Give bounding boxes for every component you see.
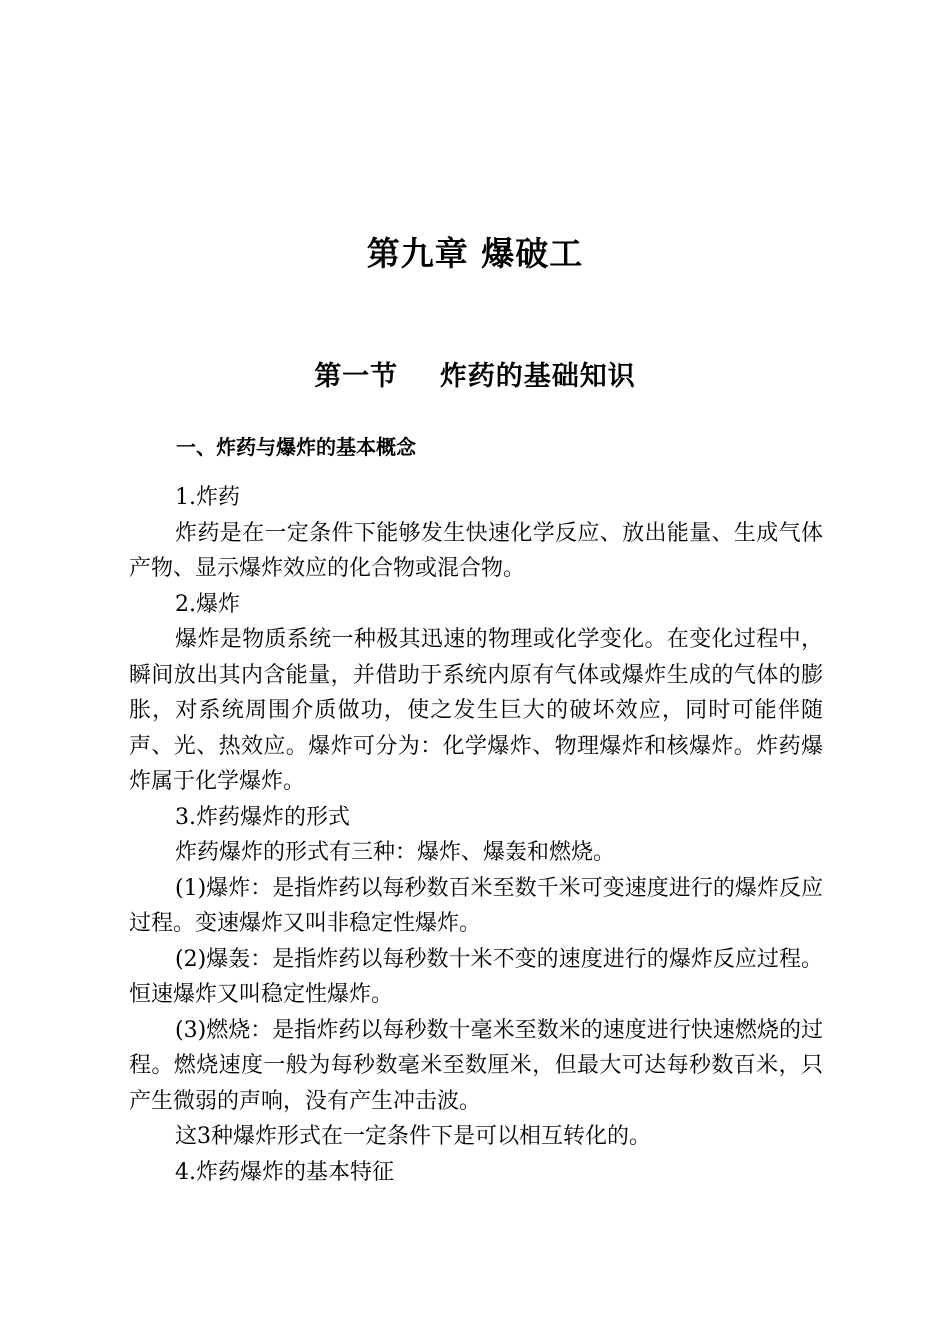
item-heading-1: 1.炸药 bbox=[175, 485, 240, 510]
paragraph: 爆炸是物质系统一种极其迅速的物理或化学变化。在变化过程中，瞬间放出其内含能量，并借助于系统内原有气体或爆炸生成的气体的膨胀，对系统周围介质做功，使之发生巨大的破坏效应，同时可能伴随声、光、热效应。爆炸可分为：化学爆炸、物理爆炸和核爆炸。炸药爆炸属于化学爆炸。 bbox=[129, 627, 823, 794]
paragraph: (3)燃烧：是指炸药以每秒数十毫米至数米的速度进行快速燃烧的过程。燃烧速度一般为每秒数毫米至数厘米，但最大可达每秒数百米，只产生微弱的声响，没有产生冲击波。 bbox=[129, 1017, 823, 1114]
chapter-title: 第九章 爆破工 bbox=[366, 234, 584, 273]
paragraph: (1)爆炸：是指炸药以每秒数百米至数千米可变速度进行的爆炸反应过程。变速爆炸又叫非稳定性爆炸。 bbox=[129, 875, 823, 936]
item-heading-2: 2.爆炸 bbox=[175, 591, 240, 617]
paragraph: (2)爆轰：是指炸药以每秒数十米不变的速度进行的爆炸反应过程。恒速爆炸又叫稳定性爆炸。 bbox=[129, 946, 823, 1007]
subheading: 一、炸药与爆炸的基本概念 bbox=[176, 435, 416, 459]
paragraph: 炸药爆炸的形式有三种：爆炸、爆轰和燃烧。 bbox=[175, 840, 616, 865]
paragraph: 炸药是在一定条件下能够发生快速化学反应、放出能量、生成气体产物、显示爆炸效应的化合物或混合物。 bbox=[129, 520, 823, 581]
item-heading-4: 4.炸药爆炸的基本特征 bbox=[175, 1159, 394, 1185]
paragraph: 这3种爆炸形式在一定条件下是可以相互转化的。 bbox=[175, 1124, 651, 1149]
section-title: 第一节 炸药的基础知识 bbox=[314, 361, 636, 392]
body-text bbox=[129, 480, 823, 1190]
item-heading-3: 3.炸药爆炸的形式 bbox=[175, 804, 350, 830]
